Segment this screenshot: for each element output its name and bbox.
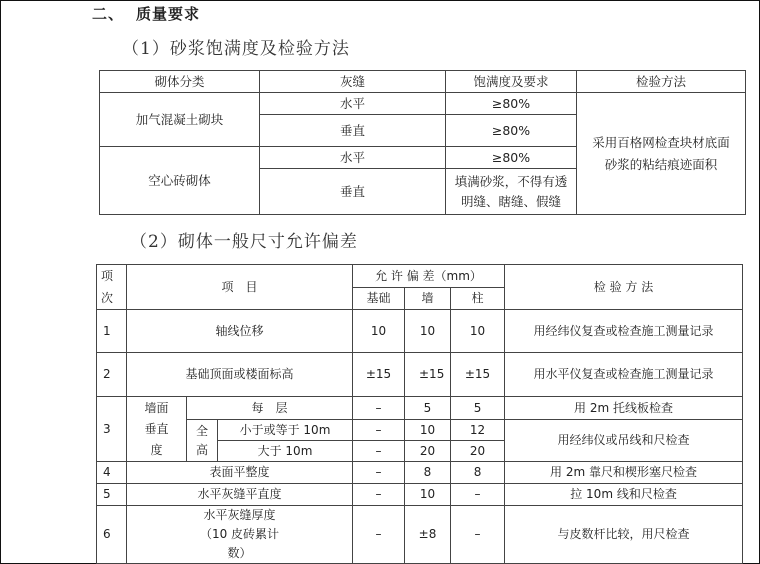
row-no: 4	[97, 462, 127, 484]
row-item: 小于或等于 10m	[218, 420, 353, 441]
row-no: 1	[97, 310, 127, 353]
row-subgroup: 全高	[187, 420, 218, 462]
row-column: 10	[451, 310, 505, 353]
row-method: 用水平仪复查或检查施工测量记录	[505, 353, 743, 397]
row-column: 20	[451, 441, 505, 462]
row-column: 5	[451, 397, 505, 420]
table-row	[97, 397, 743, 420]
row-wall: 5	[405, 397, 451, 420]
row-group: 墙面垂直度	[127, 397, 187, 462]
row-column: –	[451, 506, 505, 564]
category-cell: 空心砖砌体	[100, 147, 260, 215]
header-method: 检 验 方 法	[505, 265, 743, 310]
row-no: 6	[97, 506, 127, 564]
section-title: 质量要求	[136, 5, 201, 23]
table-row	[97, 506, 743, 564]
row-base: –	[353, 462, 405, 484]
row-method: 用 2m 靠尺和楔形塞尺检查	[505, 462, 743, 484]
row-method: 用 2m 托线板检查	[505, 397, 743, 420]
joint-cell: 垂直	[260, 115, 446, 147]
row-item: 每 层	[187, 397, 353, 420]
row-item: 水平灰缝厚度（10 皮砖累计数）	[127, 506, 353, 564]
row-wall: 10	[405, 310, 451, 353]
section-heading	[92, 3, 200, 24]
row-method: 用经纬仪复查或检查施工测量记录	[505, 310, 743, 353]
row-base: –	[353, 397, 405, 420]
row-method: 拉 10m 线和尺检查	[505, 484, 743, 506]
requirement-cell: 填满砂浆，不得有透明缝、瞎缝、假缝	[446, 169, 577, 215]
method-cell: 采用百格网检查块材底面砂浆的粘结痕迹面积	[577, 93, 746, 215]
row-no: 5	[97, 484, 127, 506]
joint-cell: 水平	[260, 93, 446, 115]
requirement-cell: ≥80%	[446, 147, 577, 169]
row-no: 3	[97, 397, 127, 462]
table-row	[97, 353, 743, 397]
row-item: 表面平整度	[127, 462, 353, 484]
row-base: ±15	[353, 353, 405, 397]
row-column: –	[451, 484, 505, 506]
row-no: 2	[97, 353, 127, 397]
row-column: 12	[451, 420, 505, 441]
header-requirement: 饱满度及要求	[446, 71, 577, 93]
header-method: 检验方法	[577, 71, 746, 93]
row-wall: 8	[405, 462, 451, 484]
section-number: 二、	[92, 5, 125, 23]
row-item: 轴线位移	[127, 310, 353, 353]
row-method: 与皮数杆比较，用尺检查	[505, 506, 743, 564]
row-wall: ±8	[405, 506, 451, 564]
header-category: 砌体分类	[100, 71, 260, 93]
row-wall: ±15	[405, 353, 451, 397]
requirement-cell: ≥80%	[446, 115, 577, 147]
row-item: 大于 10m	[218, 441, 353, 462]
row-wall: 10	[405, 420, 451, 441]
header-no: 项次	[97, 265, 127, 310]
row-wall: 10	[405, 484, 451, 506]
row-column: 8	[451, 462, 505, 484]
row-wall: 20	[405, 441, 451, 462]
row-base: –	[353, 506, 405, 564]
row-base: –	[353, 420, 405, 441]
row-item: 水平灰缝平直度	[127, 484, 353, 506]
header-column: 柱	[451, 288, 505, 310]
header-item: 项 目	[127, 265, 353, 310]
joint-cell: 水平	[260, 147, 446, 169]
table-row	[97, 310, 743, 353]
mortar-fullness-table	[99, 70, 746, 215]
row-base: –	[353, 441, 405, 462]
subsection-1-title: （1）砂浆饱满度及检验方法	[122, 39, 350, 59]
header-joint: 灰缝	[260, 71, 446, 93]
table-row	[97, 462, 743, 484]
joint-cell: 垂直	[260, 169, 446, 215]
row-base: –	[353, 484, 405, 506]
dimension-tolerance-table	[96, 264, 743, 564]
row-column: ±15	[451, 353, 505, 397]
category-cell: 加气混凝土砌块	[100, 93, 260, 147]
header-tolerance: 允 许 偏 差（mm）	[353, 265, 505, 288]
table-row	[97, 420, 743, 441]
row-item: 基础顶面或楼面标高	[127, 353, 353, 397]
row-base: 10	[353, 310, 405, 353]
subsection-2-title: （2）砌体一般尺寸允许偏差	[130, 232, 358, 252]
header-wall: 墙	[405, 288, 451, 310]
header-base: 基础	[353, 288, 405, 310]
row-method: 用经纬仪或吊线和尺检查	[505, 420, 743, 462]
requirement-cell: ≥80%	[446, 93, 577, 115]
table-row	[97, 484, 743, 506]
